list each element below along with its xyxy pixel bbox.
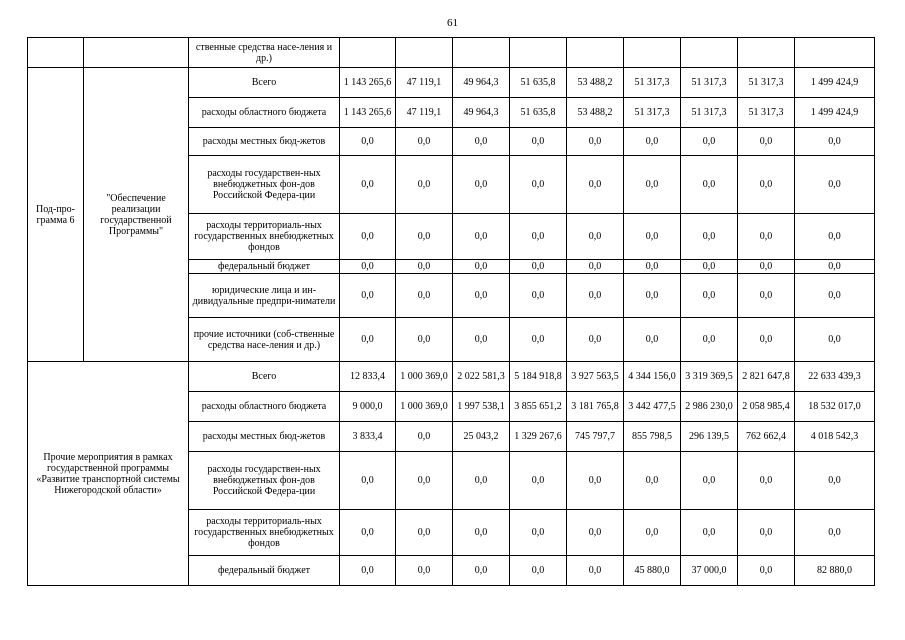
value-cell: 1 000 369,0 — [396, 362, 453, 392]
value-cell: 0,0 — [681, 156, 738, 214]
value-cell: 0,0 — [624, 156, 681, 214]
value-cell: 0,0 — [453, 156, 510, 214]
value-cell: 0,0 — [567, 214, 624, 260]
value-cell: 0,0 — [340, 260, 396, 274]
value-cell: 0,0 — [396, 422, 453, 452]
value-cell: 0,0 — [453, 452, 510, 510]
table-row — [28, 38, 875, 68]
empty-cell — [28, 38, 84, 68]
value-cell: 47 119,1 — [396, 98, 453, 128]
value-cell: 0,0 — [453, 318, 510, 362]
value-cell: 3 927 563,5 — [567, 362, 624, 392]
value-cell: 51 317,3 — [738, 68, 795, 98]
value-cell: 45 880,0 — [624, 556, 681, 586]
value-cell: 0,0 — [340, 128, 396, 156]
value-cell: 1 000 369,0 — [396, 392, 453, 422]
value-cell: 2 022 581,3 — [453, 362, 510, 392]
empty-cell — [624, 38, 681, 68]
funding-source-label: расходы областного бюджета — [189, 98, 340, 128]
value-cell: 47 119,1 — [396, 68, 453, 98]
value-cell: 0,0 — [681, 260, 738, 274]
value-cell: 296 139,5 — [681, 422, 738, 452]
value-cell: 3 833,4 — [340, 422, 396, 452]
empty-cell — [396, 38, 453, 68]
page-number: 61 — [447, 17, 458, 29]
funding-source-label: юридические лица и ин-дивидуальные предпри-ниматели — [189, 274, 340, 318]
empty-cell — [453, 38, 510, 68]
funding-source-label: расходы областного бюджета — [189, 392, 340, 422]
value-cell: 0,0 — [624, 510, 681, 556]
funding-source-label: прочие источники (соб-ственные средства насе-ления и др.) — [189, 318, 340, 362]
value-cell: 0,0 — [624, 214, 681, 260]
value-cell: 0,0 — [567, 156, 624, 214]
funding-source-label: ственные средства насе-ления и др.) — [189, 38, 340, 68]
value-cell: 0,0 — [567, 510, 624, 556]
value-cell: 1 143 265,6 — [340, 98, 396, 128]
value-cell: 0,0 — [510, 556, 567, 586]
value-cell: 51 635,8 — [510, 98, 567, 128]
funding-source-label: федеральный бюджет — [189, 260, 340, 274]
empty-cell — [567, 38, 624, 68]
value-cell: 82 880,0 — [795, 556, 875, 586]
value-cell: 0,0 — [453, 510, 510, 556]
value-cell: 0,0 — [567, 260, 624, 274]
value-cell: 5 184 918,8 — [510, 362, 567, 392]
value-cell: 0,0 — [396, 318, 453, 362]
subprogram-code: Под-про-грамма 6 — [28, 68, 84, 362]
value-cell: 2 058 985,4 — [738, 392, 795, 422]
value-cell: 0,0 — [453, 214, 510, 260]
value-cell: 51 317,3 — [681, 68, 738, 98]
empty-cell — [340, 38, 396, 68]
value-cell: 0,0 — [510, 452, 567, 510]
value-cell: 49 964,3 — [453, 98, 510, 128]
value-cell: 0,0 — [738, 128, 795, 156]
value-cell: 0,0 — [510, 214, 567, 260]
value-cell: 0,0 — [510, 318, 567, 362]
funding-source-label: расходы территориаль-ных государственных внебюджетных фондов — [189, 510, 340, 556]
value-cell: 0,0 — [453, 260, 510, 274]
funding-source-label: расходы местных бюд-жетов — [189, 422, 340, 452]
funding-source-label: расходы местных бюд-жетов — [189, 128, 340, 156]
table-row — [28, 362, 875, 392]
value-cell: 762 662,4 — [738, 422, 795, 452]
value-cell: 1 143 265,6 — [340, 68, 396, 98]
value-cell: 3 855 651,2 — [510, 392, 567, 422]
value-cell: 0,0 — [624, 274, 681, 318]
funding-source-label: Всего — [189, 362, 340, 392]
value-cell: 3 319 369,5 — [681, 362, 738, 392]
value-cell: 0,0 — [795, 318, 875, 362]
value-cell: 25 043,2 — [453, 422, 510, 452]
value-cell: 1 329 267,6 — [510, 422, 567, 452]
budget-table — [27, 37, 875, 586]
value-cell: 0,0 — [567, 556, 624, 586]
value-cell: 0,0 — [567, 452, 624, 510]
value-cell: 0,0 — [396, 452, 453, 510]
subprogram-name: "Обеспечение реализации государственной Программы" — [84, 68, 189, 362]
value-cell: 0,0 — [453, 556, 510, 586]
value-cell: 51 317,3 — [738, 98, 795, 128]
value-cell: 3 181 765,8 — [567, 392, 624, 422]
empty-cell — [738, 38, 795, 68]
value-cell: 37 000,0 — [681, 556, 738, 586]
value-cell: 0,0 — [795, 128, 875, 156]
value-cell: 0,0 — [738, 510, 795, 556]
value-cell: 0,0 — [681, 274, 738, 318]
value-cell: 0,0 — [795, 260, 875, 274]
value-cell: 0,0 — [396, 214, 453, 260]
value-cell: 51 635,8 — [510, 68, 567, 98]
value-cell: 0,0 — [510, 510, 567, 556]
value-cell: 0,0 — [795, 274, 875, 318]
value-cell: 0,0 — [795, 214, 875, 260]
funding-source-label: Всего — [189, 68, 340, 98]
value-cell: 0,0 — [453, 128, 510, 156]
value-cell: 0,0 — [624, 318, 681, 362]
value-cell: 0,0 — [681, 128, 738, 156]
value-cell: 0,0 — [681, 510, 738, 556]
value-cell: 22 633 439,3 — [795, 362, 875, 392]
value-cell: 53 488,2 — [567, 98, 624, 128]
value-cell: 0,0 — [453, 274, 510, 318]
funding-source-label: расходы государствен-ных внебюджетных фон-дов Российской Федера-ции — [189, 156, 340, 214]
value-cell: 855 798,5 — [624, 422, 681, 452]
value-cell: 0,0 — [340, 156, 396, 214]
value-cell: 4 344 156,0 — [624, 362, 681, 392]
empty-cell — [510, 38, 567, 68]
value-cell: 51 317,3 — [624, 68, 681, 98]
value-cell: 9 000,0 — [340, 392, 396, 422]
value-cell: 745 797,7 — [567, 422, 624, 452]
value-cell: 51 317,3 — [681, 98, 738, 128]
value-cell: 0,0 — [738, 214, 795, 260]
value-cell: 0,0 — [396, 156, 453, 214]
value-cell: 1 499 424,9 — [795, 98, 875, 128]
value-cell: 0,0 — [340, 214, 396, 260]
value-cell: 1 997 538,1 — [453, 392, 510, 422]
funding-source-label: расходы государствен-ных внебюджетных фон-дов Российской Федера-ции — [189, 452, 340, 510]
value-cell: 0,0 — [795, 156, 875, 214]
empty-cell — [84, 38, 189, 68]
value-cell: 0,0 — [510, 260, 567, 274]
value-cell: 3 442 477,5 — [624, 392, 681, 422]
value-cell: 0,0 — [738, 156, 795, 214]
value-cell: 49 964,3 — [453, 68, 510, 98]
value-cell: 2 821 647,8 — [738, 362, 795, 392]
value-cell: 0,0 — [738, 260, 795, 274]
value-cell: 12 833,4 — [340, 362, 396, 392]
value-cell: 0,0 — [396, 510, 453, 556]
value-cell: 0,0 — [624, 452, 681, 510]
value-cell: 2 986 230,0 — [681, 392, 738, 422]
funding-source-label: федеральный бюджет — [189, 556, 340, 586]
value-cell: 0,0 — [738, 274, 795, 318]
value-cell: 0,0 — [795, 452, 875, 510]
table-row — [28, 68, 875, 98]
value-cell: 0,0 — [340, 556, 396, 586]
empty-cell — [795, 38, 875, 68]
value-cell: 1 499 424,9 — [795, 68, 875, 98]
value-cell: 4 018 542,3 — [795, 422, 875, 452]
value-cell: 0,0 — [396, 556, 453, 586]
value-cell: 0,0 — [510, 156, 567, 214]
value-cell: 0,0 — [396, 128, 453, 156]
value-cell: 0,0 — [738, 556, 795, 586]
value-cell: 0,0 — [340, 510, 396, 556]
value-cell: 51 317,3 — [624, 98, 681, 128]
funding-source-label: расходы территориаль-ных государственных внебюджетных фондов — [189, 214, 340, 260]
value-cell: 0,0 — [510, 128, 567, 156]
value-cell: 0,0 — [396, 260, 453, 274]
value-cell: 53 488,2 — [567, 68, 624, 98]
value-cell: 18 532 017,0 — [795, 392, 875, 422]
value-cell: 0,0 — [567, 274, 624, 318]
value-cell: 0,0 — [510, 274, 567, 318]
empty-cell — [681, 38, 738, 68]
value-cell: 0,0 — [681, 214, 738, 260]
value-cell: 0,0 — [396, 274, 453, 318]
value-cell: 0,0 — [795, 510, 875, 556]
value-cell: 0,0 — [567, 128, 624, 156]
value-cell: 0,0 — [624, 128, 681, 156]
value-cell: 0,0 — [681, 318, 738, 362]
value-cell: 0,0 — [340, 318, 396, 362]
value-cell: 0,0 — [567, 318, 624, 362]
value-cell: 0,0 — [738, 452, 795, 510]
value-cell: 0,0 — [340, 452, 396, 510]
value-cell: 0,0 — [340, 274, 396, 318]
value-cell: 0,0 — [624, 260, 681, 274]
activity-name: Прочие мероприятия в рамках государственной программы «Развитие транспортной системы Нижегородской области» — [28, 362, 189, 586]
value-cell: 0,0 — [738, 318, 795, 362]
value-cell: 0,0 — [681, 452, 738, 510]
